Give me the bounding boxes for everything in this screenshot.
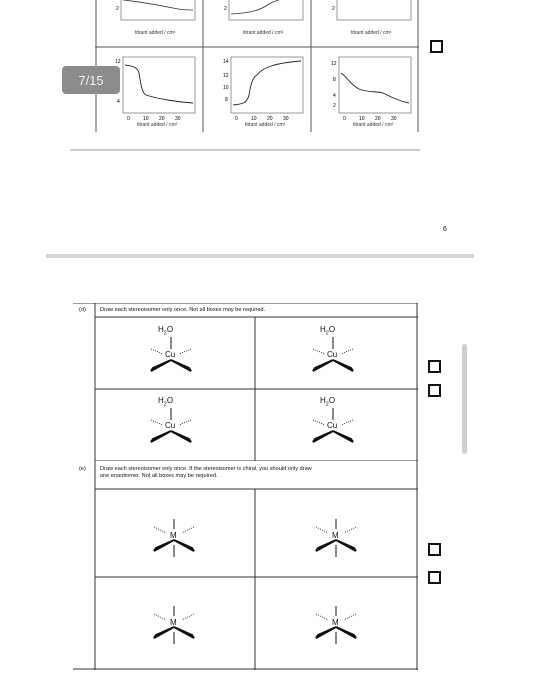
cu-complex-4: [305, 396, 361, 446]
metal-label: M: [170, 618, 177, 627]
svg-text:20: 20: [159, 116, 165, 122]
ligand-label: $H_2O$: [320, 396, 336, 408]
svg-text:2: 2: [333, 103, 336, 109]
graph-bottom-1-xlabel: titrant added / cm³: [137, 122, 178, 128]
svg-text:30: 30: [175, 116, 181, 122]
page-number: 6: [443, 226, 447, 233]
svg-text:2: 2: [224, 6, 227, 12]
svg-text:2: 2: [116, 6, 119, 12]
cu-complex-3: [143, 396, 199, 446]
part-d-table: [73, 303, 418, 461]
graph-bottom-1: [113, 55, 199, 123]
graph-top-1: [113, 0, 197, 30]
part-e-grid: [73, 461, 418, 670]
metal-label: M: [170, 531, 177, 540]
graph-bottom-3-xlabel: titrant added / cm³: [353, 122, 394, 128]
graph-top-1-xlabel: titrant added / cm³: [135, 30, 176, 36]
page-separator: [46, 254, 474, 258]
section-bottom-rule: [70, 148, 420, 152]
m-complex-4: [308, 604, 364, 648]
answer-checkbox-4[interactable]: [428, 543, 441, 556]
svg-text:10: 10: [251, 116, 257, 122]
cu-complex-1: [143, 325, 199, 375]
ligand-label: $H_2O$: [158, 396, 174, 408]
svg-text:0: 0: [343, 116, 346, 122]
svg-text:8: 8: [333, 77, 336, 83]
graph-top-3: [329, 0, 413, 30]
part-d-instruction: Draw each stereoisomer only once. Not all boxes may be required.: [100, 307, 266, 313]
metal-label: Cu: [327, 350, 338, 359]
graph-bottom-2-xlabel: titrant added / cm³: [245, 122, 286, 128]
graph-table: [95, 0, 419, 132]
graph-bottom-2: [221, 55, 307, 123]
svg-text:30: 30: [391, 116, 397, 122]
metal-label: Cu: [165, 350, 176, 359]
svg-text:12: 12: [223, 73, 229, 79]
answer-checkbox-1[interactable]: [430, 40, 443, 53]
part-d-grid: [73, 303, 418, 461]
scrollbar-thumb[interactable]: [462, 344, 467, 454]
svg-text:12: 12: [115, 59, 121, 65]
svg-text:20: 20: [267, 116, 273, 122]
graph-top-2-xlabel: titrant added / cm³: [243, 30, 284, 36]
svg-text:10: 10: [223, 85, 229, 91]
m-complex-3: [146, 604, 202, 648]
cu-complex-2: [305, 325, 361, 375]
svg-text:0: 0: [127, 116, 130, 122]
m-complex-2: [308, 517, 364, 561]
answer-checkbox-3[interactable]: [428, 384, 441, 397]
svg-text:0: 0: [235, 116, 238, 122]
svg-text:2: 2: [332, 6, 335, 12]
graph-bottom-3: [329, 55, 415, 123]
graph-top-2: [221, 0, 305, 30]
graph-top-3-xlabel: titrant added / cm³: [351, 30, 392, 36]
page-indicator-badge: 7/15: [62, 66, 120, 94]
svg-text:30: 30: [283, 116, 289, 122]
part-e-instruction-line-1: Draw each stereoisomer only once. If the stereoisomer is chiral, you should only draw: [100, 466, 312, 472]
part-d-label: (d): [79, 307, 86, 313]
part-e-label: (e): [79, 466, 86, 472]
metal-label: Cu: [165, 421, 176, 430]
svg-text:20: 20: [375, 116, 381, 122]
svg-text:10: 10: [359, 116, 365, 122]
svg-text:14: 14: [223, 59, 229, 65]
ligand-label: $H_2O$: [158, 325, 174, 337]
part-e-table: [73, 461, 418, 670]
part-e-instruction-line-2: one enantiomer. Not all boxes may be required.: [100, 473, 218, 479]
metal-label: M: [332, 531, 339, 540]
m-complex-1: [146, 517, 202, 561]
svg-text:4: 4: [333, 93, 336, 99]
ligand-label: $H_2O$: [320, 325, 336, 337]
svg-text:10: 10: [143, 116, 149, 122]
metal-label: M: [332, 618, 339, 627]
svg-text:8: 8: [225, 97, 228, 103]
answer-checkbox-5[interactable]: [428, 571, 441, 584]
svg-text:4: 4: [117, 99, 120, 105]
answer-checkbox-2[interactable]: [428, 360, 441, 373]
metal-label: Cu: [327, 421, 338, 430]
svg-text:12: 12: [331, 61, 337, 67]
